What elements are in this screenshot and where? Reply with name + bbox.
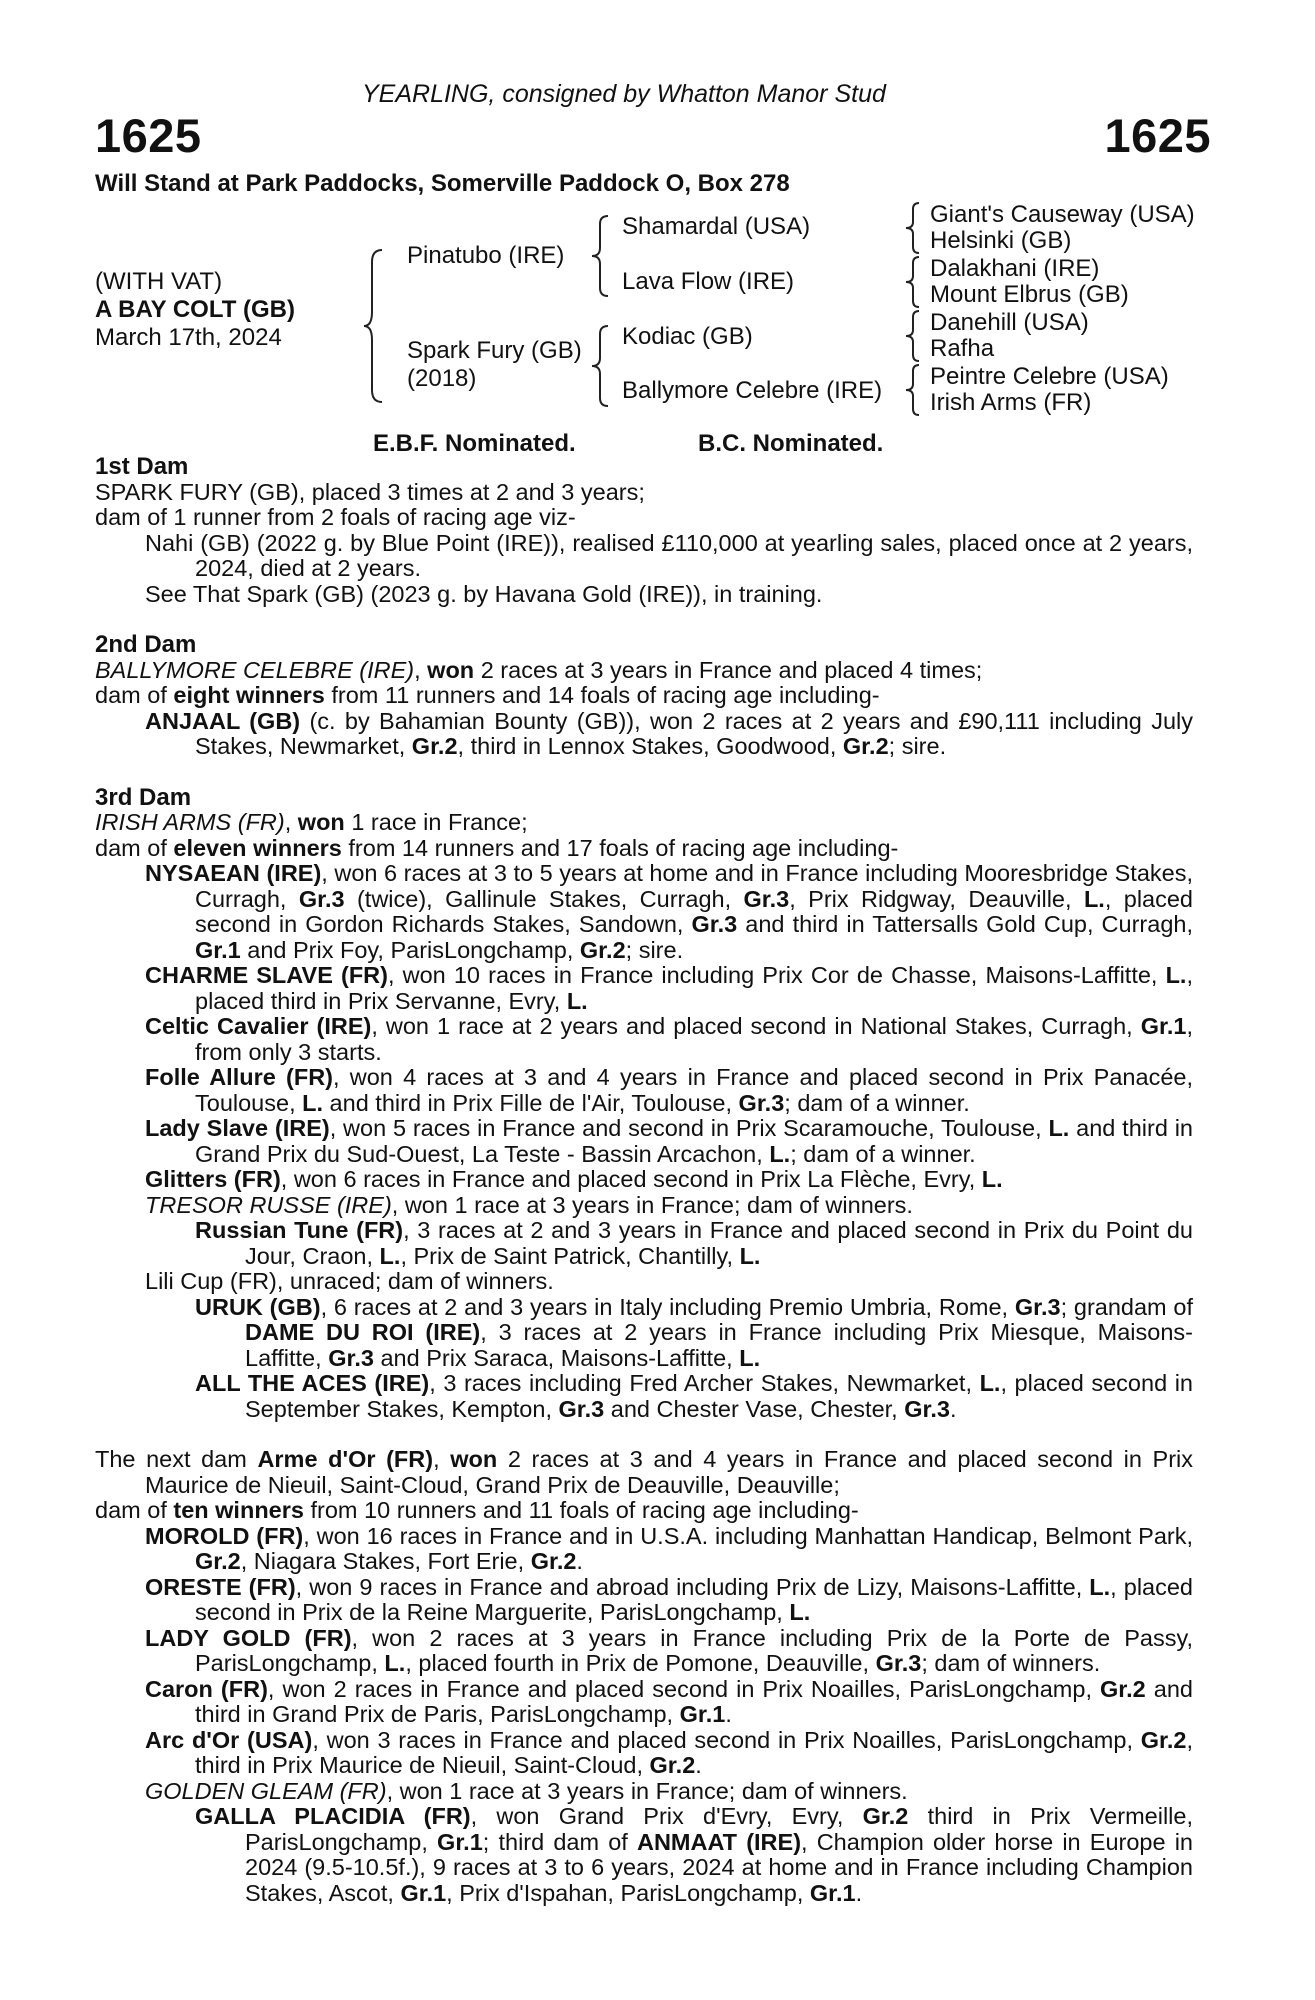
produce-entry: Arc d'Or (USA), won 3 races in France and placed second in Prix Noailles, ParisLongchamp, Gr.2, third in Prix Maurice de Nieuil, Saint-Cloud, Gr.2. <box>145 1726 1193 1778</box>
second-dam-heading: 2nd Dam <box>95 631 197 658</box>
lot-number-right: 1625 <box>1104 109 1211 162</box>
next-dam-produce-intro: dam of ten winners from 10 runners and 11 foals of racing age including- <box>95 1497 859 1523</box>
produce-entry: GOLDEN GLEAM (FR), won 1 race at 3 years in France; dam of winners. <box>145 1777 908 1804</box>
grandsire-2: Dalakhani (IRE) <box>930 255 1100 282</box>
produce-entry: ALL THE ACES (IRE), 3 races including Fred Archer Stakes, Newmarket, L., placed second in September Stakes, Kempton, Gr.3 and Chester Vase, Chester, Gr.3. <box>195 1370 1194 1422</box>
produce-entry: MOROLD (FR), won 16 races in France and in U.S.A. including Manhattan Handicap, Belmont Park, Gr.2, Niagara Stakes, Fort Erie, Gr.2. <box>145 1522 1194 1574</box>
next-dam-line: The next dam Arme d'Or (FR), won 2 races at 3 and 4 years in France and placed second in Prix Maurice de Nieuil, Saint-Cloud, Grand Prix de Deauville, Deauville; <box>95 1446 1194 1498</box>
dam-dam: Ballymore Celebre (IRE) <box>622 377 883 404</box>
g-brace-1 <box>903 200 923 256</box>
granddam-1: Helsinki (GB) <box>930 227 1072 254</box>
g-brace-4 <box>903 362 923 418</box>
dam-sire: Kodiac (GB) <box>622 323 753 350</box>
third-dam-produce-intro: dam of eleven winners from 14 runners and 17 foals of racing age including- <box>95 834 899 861</box>
produce-entry: TRESOR RUSSE (IRE), won 1 race at 3 years in France; dam of winners. <box>145 1191 913 1218</box>
produce-entry: ANJAAL (GB) (c. by Bahamian Bounty (GB)), won 2 races at 2 years and £90,111 including July Stakes, Newmarket, Gr.2, third in Lennox Stakes, Goodwood, Gr.2; sire. <box>145 707 1193 759</box>
first-dam-produce-intro: dam of 1 runner from 2 foals of racing age viz- <box>95 504 576 530</box>
third-dam-heading: 3rd Dam <box>95 783 192 811</box>
grandsire-3: Danehill (USA) <box>930 309 1089 336</box>
stand-location: Will Stand at Park Paddocks, Somerville Paddock O, Box 278 <box>95 170 790 197</box>
sire-name: Pinatubo (IRE) <box>407 242 565 269</box>
second-dam-line: BALLYMORE CELEBRE (IRE), won 2 races at 3 years in France and placed 4 times; <box>95 656 983 683</box>
dam-brace <box>588 322 618 412</box>
produce-entry: Lili Cup (FR), unraced; dam of winners. <box>145 1268 554 1294</box>
g-brace-2 <box>903 254 923 310</box>
lot-number-left: 1625 <box>95 109 202 162</box>
vat-note: (WITH VAT) <box>95 268 223 295</box>
first-dam-heading: 1st Dam <box>95 453 189 480</box>
produce-entry: Glitters (FR), won 6 races in France and placed second in Prix La Flèche, Evry, L. <box>145 1166 1003 1192</box>
sire-dam: Lava Flow (IRE) <box>622 268 795 295</box>
granddam-2: Mount Elbrus (GB) <box>930 281 1129 308</box>
main-brace <box>360 246 390 406</box>
produce-entry: Caron (FR), won 2 races in France and placed second in Prix Noailles, ParisLongchamp, Gr.2 and third in Grand Prix de Paris, ParisLongchamp, Gr.1. <box>145 1675 1193 1727</box>
produce-entry: ORESTE (FR), won 9 races in France and abroad including Prix de Lizy, Maisons-Laffitte, L., placed second in Prix de la Reine Marguerite, ParisLongchamp, L. <box>145 1573 1194 1625</box>
bc-nomination: B.C. Nominated. <box>698 430 884 457</box>
produce-entry: Folle Allure (FR), won 4 races at 3 and 4 years in France and placed second in Prix Panacée, Toulouse, L. and third in Prix Fille de l'Air, Toulouse, Gr.3; dam of a winner. <box>145 1064 1193 1116</box>
produce-entry: See That Spark (GB) (2023 g. by Havana Gold (IRE)), in training. <box>145 580 823 607</box>
produce-entry: NYSAEAN (IRE), won 6 races at 3 to 5 years at home and in France including Mooresbridge Stakes, Curragh, Gr.3 (twice), Gallinule Stakes, Curragh, Gr.3, Prix Ridgway, Deauville, L., placed second in Gordon Richards Stakes, Sandown, Gr.3 and third in Tattersalls Gold Cup, Curragh, Gr.1 and Prix Foy, ParisLongchamp, Gr.2; sire. <box>145 860 1194 963</box>
horse-name: A BAY COLT (GB) <box>95 296 296 323</box>
first-dam-line: SPARK FURY (GB), placed 3 times at 2 and 3 years; <box>95 478 645 505</box>
consignor-line: YEARLING, consigned by Whatton Manor Stud <box>362 80 886 108</box>
grandsire-1: Giant's Causeway (USA) <box>930 201 1195 228</box>
produce-entry: LADY GOLD (FR), won 2 races at 3 years in France including Prix de la Porte de Passy, ParisLongchamp, L., placed fourth in Prix de Pomone, Deauville, Gr.3; dam of winners. <box>145 1624 1194 1676</box>
third-dam-line: IRISH ARMS (FR), won 1 race in France; <box>95 809 528 835</box>
produce-entry: GALLA PLACIDIA (FR), won Grand Prix d'Evry, Evry, Gr.2 third in Prix Vermeille, ParisLongchamp, Gr.1; third dam of ANMAAT (IRE), Champion older horse in Europe in 2024 (9.5-10.5f.), 9 races at 3 to 6 years, 2024 at home and in France including Champion Stakes, Ascot, Gr.1, Prix d'Ispahan, ParisLongchamp, Gr.1. <box>195 1803 1193 1906</box>
second-dam-produce-intro: dam of eight winners from 11 runners and 14 foals of racing age including- <box>95 682 880 708</box>
produce-entry: Lady Slave (IRE), won 5 races in France and second in Prix Scaramouche, Toulouse, L. and third in Grand Prix du Sud-Ouest, La Teste - Bassin Arcachon, L.; dam of a winner. <box>145 1115 1193 1167</box>
granddam-4: Irish Arms (FR) <box>930 389 1092 416</box>
granddam-3: Rafha <box>930 335 995 362</box>
produce-entry: Celtic Cavalier (IRE), won 1 race at 2 years and placed second in National Stakes, Curragh, Gr.1, from only 3 starts. <box>145 1013 1193 1065</box>
foaling-date: March 17th, 2024 <box>95 324 282 351</box>
catalogue-body <box>95 454 1193 1906</box>
sire-sire: Shamardal (USA) <box>622 213 811 240</box>
produce-entry: Russian Tune (FR), 3 races at 2 and 3 years in France and placed second in Prix du Point du Jour, Craon, L., Prix de Saint Patrick, Chantilly, L. <box>195 1217 1194 1269</box>
grandsire-4: Peintre Celebre (USA) <box>930 363 1169 390</box>
produce-entry: CHARME SLAVE (FR), won 10 races in France including Prix Cor de Chasse, Maisons-Laffitte, L., placed third in Prix Servanne, Evry, L. <box>145 962 1193 1014</box>
produce-entry: URUK (GB), 6 races at 2 and 3 years in Italy including Premio Umbria, Rome, Gr.3; grandam of DAME DU ROI (IRE), 3 races at 2 years in France including Prix Miesque, Maisons-Laffitte, Gr.3 and Prix Saraca, Maisons-Laffitte, L. <box>195 1293 1193 1371</box>
dam-name: Spark Fury (GB) <box>407 337 582 364</box>
dam-year: (2018) <box>407 365 477 392</box>
sire-brace <box>588 212 618 302</box>
produce-entry: Nahi (GB) (2022 g. by Blue Point (IRE)), realised £110,000 at yearling sales, placed once at 2 years, 2024, died at 2 years. <box>145 529 1193 581</box>
g-brace-3 <box>903 308 923 364</box>
ebf-nomination: E.B.F. Nominated. <box>373 430 576 457</box>
